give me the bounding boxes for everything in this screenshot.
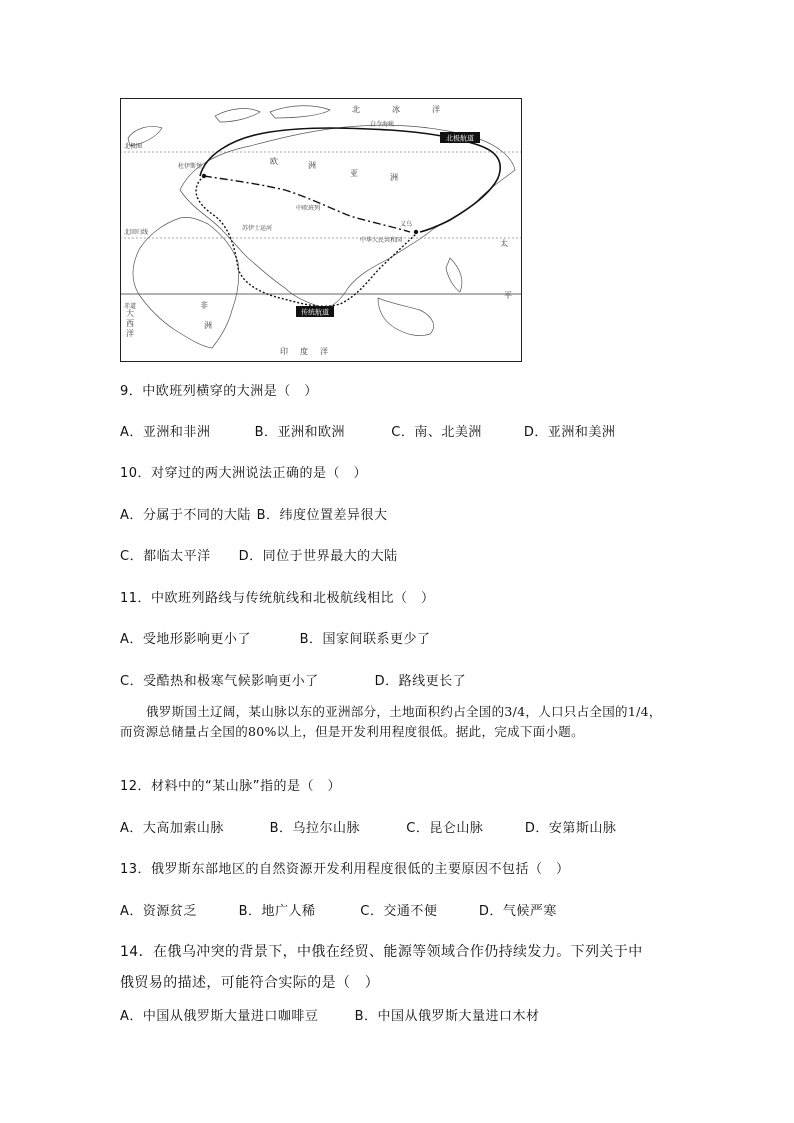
arctic-route-label: 北极航道 (446, 134, 474, 143)
q9-option-b[interactable]: B．亚洲和欧洲 (254, 425, 346, 440)
indian-label-3: 洋 (320, 347, 328, 356)
q12-option-b[interactable]: B．乌拉尔山脉 (269, 821, 361, 836)
africa-label-2: 洲 (204, 321, 212, 330)
q14-options (120, 1005, 540, 1024)
q10-option-a[interactable]: A．分属于不同的大陆 (120, 508, 251, 523)
traditional-route-label: 传统航道 (301, 308, 329, 317)
q13-option-c[interactable]: C．交通不便 (360, 904, 438, 919)
q10-stem: 10．对穿过的两大洲说法正确的是（ ） (120, 466, 368, 481)
q12-option-c[interactable]: C．昆仑山脉 (406, 821, 484, 836)
q13-options (120, 900, 557, 919)
q11-option-c[interactable]: C．受酷热和极寒气候影响更小了 (120, 674, 319, 689)
q10-option-c[interactable]: C．都临太平洋 (120, 549, 211, 564)
ping-label: 平 (504, 291, 512, 300)
ocean-top-2: 冰 (392, 105, 400, 114)
china-label: 中华人民共和国 (360, 237, 403, 244)
q12-options (120, 817, 616, 836)
q13-stem: 13．俄罗斯东部地区的自然资源开发利用程度很低的主要原因不包括（ ） (120, 862, 570, 877)
q12-option-d[interactable]: D．安第斯山脉 (524, 821, 617, 836)
europe-label-1: 欧 (270, 157, 278, 166)
yiwu-marker (414, 230, 418, 234)
north-circle-label: 北极圈 (124, 143, 143, 150)
q10-option-d[interactable]: D．同位于世界最大的大陆 (238, 549, 398, 564)
pacific-label: 太 (500, 239, 508, 248)
africa-label-1: 非 (200, 301, 208, 310)
q10-option-b[interactable]: B．纬度位置差异很大 (256, 508, 388, 523)
ocean-top-3: 洋 (432, 105, 440, 114)
q13-option-d[interactable]: D．气候严寒 (478, 904, 557, 919)
q11-option-b[interactable]: B．国家间联系更少了 (299, 632, 431, 647)
indian-label-2: 度 (300, 347, 308, 356)
q9-option-c[interactable]: C．南、北美洲 (391, 425, 482, 440)
q10-options-row1 (120, 504, 388, 523)
asia-label-1: 亚 (350, 169, 358, 178)
duisburg-marker (202, 174, 206, 178)
q11-stem: 11．中欧班列路线与传统航线和北极航线相比（ ） (120, 591, 435, 606)
suez-label: 苏伊士运河 (242, 225, 273, 232)
q12-stem: 12．材料中的“某山脉”指的是（ ） (120, 779, 342, 794)
q13-option-a[interactable]: A．资源贫乏 (120, 904, 197, 919)
q12-option-a[interactable]: A．大高加索山脉 (120, 821, 224, 836)
atlantic-label-1: 大 (126, 309, 134, 318)
europe-label-2: 洲 (308, 161, 316, 170)
passage-text: 俄罗斯国土辽阔，某山脉以东的亚洲部分，土地面积约占全国的3/4，人口只占全国的1/4，而资源总储量占全国的80%以上，但是开发利用程度很低。据此，完成下面小题。 (120, 704, 662, 739)
q9-options (120, 421, 615, 440)
q10-options-row2 (120, 545, 398, 564)
q11-option-a[interactable]: A．受地形影响更小了 (120, 632, 251, 647)
route-map (120, 98, 522, 362)
q14-stem-line1: 14．在俄乌冲突的背景下，中俄在经贸、能源等领域合作仍持续发力。下列关于中 (120, 944, 643, 960)
tropic-label: 北回归线 (124, 229, 149, 236)
passage (120, 702, 672, 742)
q13-option-b[interactable]: B．地广人稀 (238, 904, 316, 919)
q11-options-row2 (120, 670, 466, 689)
route-map-figure (120, 98, 522, 362)
ocean-top-1: 北 (352, 105, 360, 114)
q11-options-row1 (120, 628, 431, 647)
q14-option-b[interactable]: B．中国从俄罗斯大量进口木材 (354, 1009, 540, 1024)
q9-option-d[interactable]: D．亚洲和美洲 (523, 425, 616, 440)
q14-option-a[interactable]: A．中国从俄罗斯大量进口咖啡豆 (120, 1009, 319, 1024)
duisburg-label: 杜伊斯堡 (178, 163, 203, 170)
equator-label: 赤道 (124, 303, 137, 310)
yiwu-label: 义乌 (400, 221, 413, 228)
q9-stem: 9．中欧班列横穿的大洲是（ ） (120, 384, 318, 399)
atlantic-label-2: 西 (126, 319, 134, 328)
atlantic-label-3: 洋 (126, 329, 134, 338)
silk-road-label: 中欧班列 (296, 205, 321, 212)
asia-label-2: 洲 (390, 173, 398, 182)
q11-option-d[interactable]: D．路线更长了 (374, 674, 467, 689)
bering-label: 白令海峡 (370, 121, 395, 128)
q9-option-a[interactable]: A．亚洲和非洲 (120, 425, 211, 440)
q14-stem-line2: 俄贸易的描述，可能符合实际的是（ ） (120, 975, 380, 991)
indian-label-1: 印 (280, 347, 288, 356)
